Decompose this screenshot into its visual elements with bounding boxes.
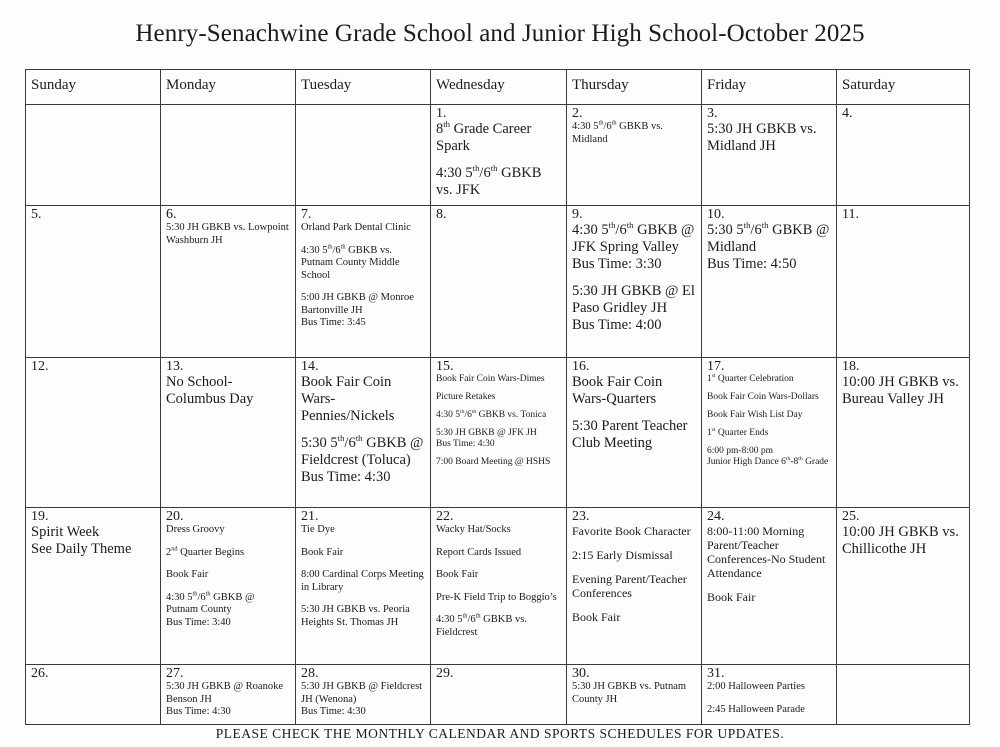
event-book-fair-coin-wars: Book Fair Coin Wars-Pennies/Nickels bbox=[301, 374, 395, 424]
day-cell-23 bbox=[567, 508, 702, 665]
event-career-spark: 8th Grade Career Spark bbox=[436, 119, 532, 154]
day-cell-19 bbox=[26, 508, 161, 665]
event-jh-gbkb: 5:30 JH GBKB vs. Midland JH bbox=[707, 121, 817, 154]
weekday-header-row bbox=[26, 70, 970, 105]
day-number: 16. bbox=[572, 359, 590, 374]
day-cell-10 bbox=[702, 206, 837, 358]
day-number: 8. bbox=[436, 207, 447, 222]
event-theme: Wacky Hat/Socks bbox=[436, 524, 511, 535]
calendar-title: Henry-Senachwine Grade School and Junior High School-October 2025 bbox=[135, 20, 865, 47]
day-number: 4. bbox=[842, 106, 853, 121]
bus-time: Bus Time: 3:40 bbox=[166, 616, 231, 628]
event-book-fair-coin-wars: Book Fair Coin Wars-Quarters bbox=[572, 374, 663, 407]
october-calendar bbox=[25, 69, 970, 725]
event-book-fair: Book Fair bbox=[301, 546, 344, 558]
event-jh-gbkb: 10:00 JH GBKB vs. Bureau Valley JH bbox=[842, 374, 959, 407]
event-book-fair: Book Fair bbox=[436, 569, 479, 580]
day-number: 10. bbox=[707, 207, 725, 222]
week-row-5 bbox=[26, 665, 970, 725]
day-cell-9 bbox=[567, 206, 702, 358]
day-cell-22 bbox=[431, 508, 567, 665]
event-dental-clinic: Orland Park Dental Clinic bbox=[301, 222, 411, 233]
event-field-trip: Pre-K Field Trip to Boggio’s bbox=[436, 591, 557, 603]
event-quarter-ends: 1st Quarter Ends bbox=[707, 426, 769, 438]
event-no-school: No School-Columbus Day bbox=[166, 374, 254, 407]
event-jh-gbkb: 5:30 JH GBKB @ Fieldcrest JH (Wenona) bbox=[301, 681, 423, 705]
bus-time: Bus Time: 3:30 bbox=[572, 256, 662, 272]
day-number: 22. bbox=[436, 509, 454, 524]
day-number: 28. bbox=[301, 666, 319, 681]
day-number: 23. bbox=[572, 509, 590, 524]
day-cell-13 bbox=[161, 358, 296, 508]
day-number: 25. bbox=[842, 509, 860, 524]
day-number: 20. bbox=[166, 509, 184, 524]
event-gbkb: 4:30 5th/6th GBKB vs. JFK bbox=[436, 163, 542, 198]
event-halloween-parties: 2:00 Halloween Parties bbox=[707, 681, 805, 692]
bus-time: Bus Time: 4:30 bbox=[301, 706, 366, 717]
weekday-thursday: Thursday bbox=[567, 70, 702, 105]
weekday-wednesday: Wednesday bbox=[431, 70, 567, 105]
event-early-dismissal: 2:15 Early Dismissal bbox=[572, 548, 673, 562]
event-jh-gbkb: 5:30 JH GBKB @ JFK JH bbox=[436, 428, 537, 438]
event-quarter-begins: 2nd Quarter Begins bbox=[166, 545, 245, 558]
event-gbkb: 5:30 5th/6th GBKB @ Midland bbox=[707, 220, 830, 255]
weekday-tuesday: Tuesday bbox=[296, 70, 431, 105]
event-book-fair: Book Fair bbox=[572, 610, 621, 624]
event-theme: Dress Groovy bbox=[166, 524, 225, 535]
day-cell-1 bbox=[431, 105, 567, 206]
day-cell-15 bbox=[431, 358, 567, 508]
day-number: 31. bbox=[707, 666, 725, 681]
day-cell-empty bbox=[296, 105, 431, 206]
day-cell-20 bbox=[161, 508, 296, 665]
event-jh-gbkb: 5:30 JH GBKB @ El Paso Gridley JH bbox=[572, 283, 695, 316]
day-cell-7 bbox=[296, 206, 431, 358]
day-cell-18 bbox=[837, 358, 970, 508]
day-number: 2. bbox=[572, 106, 583, 121]
event-gbkb: 5:30 5th/6th GBKB @ Fieldcrest (Toluca) bbox=[301, 433, 424, 468]
event-spirit-week: Spirit Week bbox=[31, 524, 100, 540]
day-cell-11 bbox=[837, 206, 970, 358]
day-cell-4 bbox=[837, 105, 970, 206]
event-gbkb: 4:30 5th/6th GBKB @ JFK Spring Valley bbox=[572, 220, 695, 255]
weekday-sunday: Sunday bbox=[26, 70, 161, 105]
day-cell-27 bbox=[161, 665, 296, 725]
day-number: 3. bbox=[707, 106, 718, 121]
day-cell-8 bbox=[431, 206, 567, 358]
day-cell-2 bbox=[567, 105, 702, 206]
week-row-1 bbox=[26, 105, 970, 206]
day-number: 18. bbox=[842, 359, 860, 374]
day-cell-26 bbox=[26, 665, 161, 725]
event-gbkb: 4:30 5th/6th GBKB @ Putnam County bbox=[166, 590, 255, 615]
bus-time: Bus Time: 4:00 bbox=[572, 317, 662, 333]
event-book-fair-coin-wars: Book Fair Coin Wars-Dimes bbox=[436, 374, 545, 384]
event-wish-list-day: Book Fair Wish List Day bbox=[707, 410, 803, 420]
day-number: 9. bbox=[572, 207, 583, 222]
event-daily-theme: See Daily Theme bbox=[31, 541, 132, 557]
footer-notice: PLEASE CHECK THE MONTHLY CALENDAR AND SPORTS SCHEDULES FOR UPDATES. bbox=[215, 726, 785, 741]
day-cell-17 bbox=[702, 358, 837, 508]
bus-time: Bus Time: 4:50 bbox=[707, 256, 797, 272]
event-gbkb: 4:30 5th/6th GBKB vs. Fieldcrest bbox=[436, 612, 527, 638]
event-gbkb: 4:30 5th/6th GBKB vs. Putnam County Middle School bbox=[301, 243, 400, 281]
event-jh-gbkb: 5:30 JH GBKB @ Roanoke Benson JH bbox=[166, 681, 284, 705]
day-number: 12. bbox=[31, 359, 49, 374]
event-conferences: Evening Parent/Teacher Conferences bbox=[572, 572, 687, 600]
event-theme: Favorite Book Character bbox=[572, 524, 691, 538]
day-number: 11. bbox=[842, 207, 859, 222]
event-jh-gbkb: 5:00 JH GBKB @ Monroe Bartonville JH bbox=[301, 292, 414, 316]
event-gbkb: 4:30 5th/6th GBKB vs. Midland bbox=[572, 119, 663, 145]
day-cell-21 bbox=[296, 508, 431, 665]
event-book-fair: Book Fair bbox=[166, 569, 209, 580]
day-number: 24. bbox=[707, 509, 725, 524]
bus-time: Bus Time: 3:45 bbox=[301, 317, 366, 328]
bus-time: Bus Time: 4:30 bbox=[166, 706, 231, 717]
weekday-saturday: Saturday bbox=[837, 70, 970, 105]
event-gbkb: 4:30 5th/6th GBKB vs. Tonica bbox=[436, 408, 547, 420]
event-quarter-celebration: 1st Quarter Celebration bbox=[707, 372, 794, 384]
event-ptc-meeting: 5:30 Parent Teacher Club Meeting bbox=[572, 418, 688, 451]
event-board-meeting: 7:00 Board Meeting @ HSHS bbox=[436, 457, 551, 467]
day-number: 26. bbox=[31, 666, 49, 681]
weekday-monday: Monday bbox=[161, 70, 296, 105]
weekday-friday: Friday bbox=[702, 70, 837, 105]
day-cell-3 bbox=[702, 105, 837, 206]
day-number: 6. bbox=[166, 207, 177, 222]
day-cell-25 bbox=[837, 508, 970, 665]
day-number: 15. bbox=[436, 359, 454, 374]
day-number: 14. bbox=[301, 359, 319, 374]
event-report-cards: Report Cards Issued bbox=[436, 546, 522, 558]
day-number: 1. bbox=[436, 106, 447, 121]
day-cell-31 bbox=[702, 665, 837, 725]
event-book-fair: Book Fair bbox=[707, 590, 756, 604]
day-cell-30 bbox=[567, 665, 702, 725]
event-jh-gbkb: 5:30 JH GBKB vs. Putnam County JH bbox=[572, 681, 687, 705]
event-cardinal-corps: 8:00 Cardinal Corps Meeting in Library bbox=[301, 569, 424, 593]
week-row-3 bbox=[26, 358, 970, 508]
day-cell-empty bbox=[161, 105, 296, 206]
event-dance-time: 6:00 pm-8:00 pm bbox=[707, 446, 773, 456]
week-row-2 bbox=[26, 206, 970, 358]
event-jh-gbkb: 5:30 JH GBKB vs. Lowpoint Washburn JH bbox=[166, 222, 289, 246]
event-book-fair-coin-wars: Book Fair Coin Wars-Dollars bbox=[707, 392, 819, 402]
day-number: 21. bbox=[301, 509, 319, 524]
day-number: 29. bbox=[436, 666, 454, 681]
event-jh-gbkb: 10:00 JH GBKB vs. Chillicothe JH bbox=[842, 524, 959, 557]
day-cell-empty bbox=[26, 105, 161, 206]
day-cell-29 bbox=[431, 665, 567, 725]
day-number: 30. bbox=[572, 666, 590, 681]
day-cell-28 bbox=[296, 665, 431, 725]
day-number: 5. bbox=[31, 207, 42, 222]
day-cell-12 bbox=[26, 358, 161, 508]
day-number: 13. bbox=[166, 359, 184, 374]
event-conferences: 8:00-11:00 Morning Parent/Teacher Conferences-No Student Attendance bbox=[707, 524, 826, 580]
event-halloween-parade: 2:45 Halloween Parade bbox=[707, 703, 805, 715]
day-cell-16 bbox=[567, 358, 702, 508]
day-cell-5 bbox=[26, 206, 161, 358]
bus-time: Bus Time: 4:30 bbox=[301, 469, 391, 485]
event-jh-dance: Junior High Dance 6th-8th Grade bbox=[707, 455, 829, 467]
event-picture-retakes: Picture Retakes bbox=[436, 392, 496, 402]
day-cell-24 bbox=[702, 508, 837, 665]
day-number: 7. bbox=[301, 207, 312, 222]
day-cell-14 bbox=[296, 358, 431, 508]
day-number: 19. bbox=[31, 509, 49, 524]
day-cell-empty bbox=[837, 665, 970, 725]
bus-time: Bus Time: 4:30 bbox=[436, 439, 495, 449]
day-number: 27. bbox=[166, 666, 184, 681]
week-row-4 bbox=[26, 508, 970, 665]
event-jh-gbkb: 5:30 JH GBKB vs. Peoria Heights St. Thomas JH bbox=[301, 604, 410, 628]
day-number: 17. bbox=[707, 359, 725, 374]
event-theme: Tie Dye bbox=[301, 524, 335, 535]
day-cell-6 bbox=[161, 206, 296, 358]
